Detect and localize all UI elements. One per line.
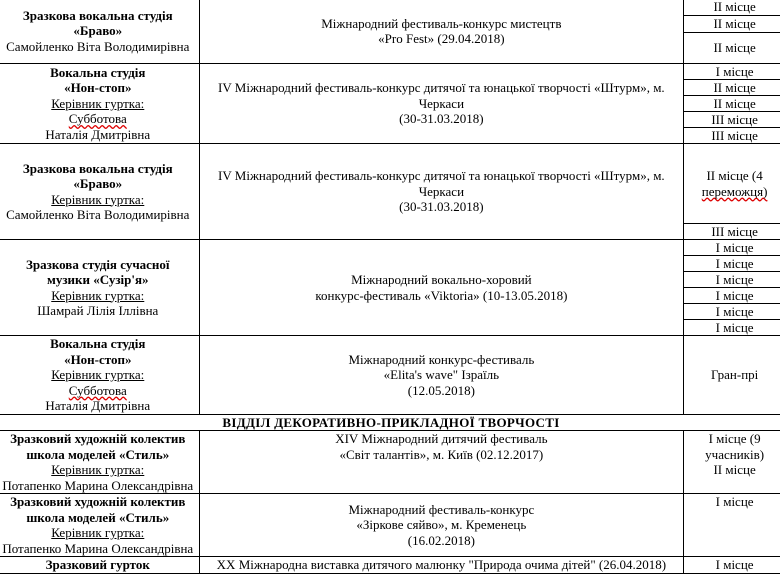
event-cell <box>199 494 684 557</box>
place-item: ІІІ місце <box>711 224 758 239</box>
event-text: (12.05.2018) <box>407 382 475 398</box>
table-row <box>0 557 780 574</box>
place-item: ІІ місце <box>684 0 780 16</box>
event-text: Міжнародний фестиваль-конкурс мистецтв <box>321 15 562 31</box>
place-item: ІІ місце <box>713 40 756 55</box>
group-name: школа моделей «Стиль» <box>26 446 170 462</box>
place-item: І місце (9 <box>708 431 761 446</box>
group-name: Зразкова вокальна студія <box>22 7 173 23</box>
place-item: І місце <box>715 320 754 335</box>
place-item: І місце <box>715 494 754 509</box>
table-row <box>0 0 780 64</box>
group-cell <box>0 240 199 336</box>
place-item: Гран-прі <box>710 367 759 382</box>
place-item: ІІ місце <box>684 80 780 96</box>
place-text: ІІ місце (4 <box>706 168 763 183</box>
place-item: ІІ місце <box>684 16 780 33</box>
places-cell <box>684 0 780 64</box>
place-item: І місце <box>684 272 780 288</box>
group-name: Зразковий художній колектив <box>10 431 186 446</box>
group-name: музики «Сузір'я» <box>46 272 149 287</box>
event-text: (30-31.03.2018) <box>399 111 484 127</box>
leader-label: Керівник гуртка: <box>51 95 145 111</box>
table-row <box>0 431 780 494</box>
place-text: переможця) <box>701 183 768 199</box>
event-text: IV Міжнародний фестиваль-конкурс дитячої та юнацької творчості «Штурм», м. <box>218 80 665 96</box>
place-item: ІІ місце <box>684 96 780 112</box>
event-cell <box>199 431 684 494</box>
group-cell <box>0 494 199 557</box>
place-item: І місце <box>684 304 780 320</box>
leader-name: Самойленко Віта Володимирівна <box>6 38 190 54</box>
event-cell <box>199 240 684 336</box>
leader-name: Субботова <box>68 111 127 127</box>
group-name: «Нон-стоп» <box>64 351 132 367</box>
place-item: І місце <box>684 256 780 272</box>
table-row <box>0 240 780 336</box>
group-name: «Браво» <box>73 176 123 191</box>
leader-name: Потапенко Марина Олександрівна <box>2 477 194 493</box>
place-item: ІІ місце <box>713 462 756 477</box>
group-name: Вокальна студія <box>50 64 146 80</box>
leader-label: Керівник гуртка: <box>51 191 145 207</box>
group-cell <box>0 557 199 574</box>
event-text: Міжнародний конкурс-фестиваль <box>348 351 535 367</box>
place-item: І місце <box>684 288 780 304</box>
table-row <box>0 494 780 557</box>
places-cell <box>684 431 780 494</box>
event-text: «Світ талантів», м. Київ (02.12.2017) <box>339 446 544 462</box>
group-cell <box>0 64 199 144</box>
places-cell <box>684 336 780 415</box>
place-item: ІІІ місце <box>711 128 758 143</box>
places-cell <box>684 494 780 557</box>
event-text: IV Міжнародний фестиваль-конкурс дитячої та юнацької творчості «Штурм», м. <box>218 168 665 184</box>
places-cell <box>684 144 780 240</box>
group-cell <box>0 336 199 415</box>
event-text: конкурс-фестиваль «Viktoria» (10-13.05.2018) <box>315 287 568 303</box>
event-cell <box>199 64 684 144</box>
event-cell <box>199 0 684 64</box>
event-text: «Pro Fest» (29.04.2018) <box>378 31 505 46</box>
event-text: «Зіркове сяйво», м. Кременець <box>356 517 527 533</box>
event-text: Черкаси <box>418 183 465 199</box>
event-text: XX Міжнародна виставка дитячого малюнку "Природа очима дітей" (26.04.2018) <box>216 557 667 572</box>
leader-label: Керівник гуртка: <box>51 367 145 382</box>
event-text: Міжнародний фестиваль-конкурс <box>348 501 535 517</box>
leader-label: Керівник гуртка: <box>51 462 145 477</box>
leader-label: Керівник гуртка: <box>51 525 145 540</box>
event-text: XIV Міжнародний дитячий фестиваль <box>335 431 548 446</box>
table-row <box>0 336 780 415</box>
leader-name: Субботова <box>68 382 127 398</box>
group-name: «Нон-стоп» <box>64 80 132 96</box>
place-item: І місце <box>715 557 754 572</box>
table-row <box>0 64 780 144</box>
leader-name: Потапенко Марина Олександрівна <box>2 540 194 556</box>
event-cell <box>199 144 684 240</box>
group-name: Зразкова вокальна студія <box>22 160 173 176</box>
group-cell <box>0 431 199 494</box>
group-cell <box>0 144 199 240</box>
event-cell <box>199 557 684 574</box>
group-cell <box>0 0 199 64</box>
event-text: «Elita's wave" Ізраїль <box>383 367 500 382</box>
leader-name: Наталія Дмитрівна <box>45 126 151 142</box>
group-name: Вокальна студія <box>50 336 146 351</box>
table-row <box>0 144 780 240</box>
section-title: ВІДДІЛ ДЕКОРАТИВНО-ПРИКЛАДНОЇ ТВОРЧОСТІ <box>0 414 780 431</box>
event-text: Черкаси <box>418 95 465 111</box>
place-item: І місце <box>684 64 780 80</box>
group-name: Зразковий художній колектив <box>10 494 186 509</box>
event-text: Міжнародний вокально-хоровий <box>351 272 532 287</box>
event-text: (30-31.03.2018) <box>399 199 484 215</box>
group-name: Зразкова студія сучасної <box>26 256 170 272</box>
place-item: учасників) <box>705 446 765 462</box>
leader-name: Самойленко Віта Володимирівна <box>6 207 190 222</box>
section-header-row <box>0 414 780 431</box>
place-item <box>684 144 780 224</box>
places-cell <box>684 557 780 574</box>
group-name: Зразковий гурток <box>45 557 150 572</box>
leader-label: Керівник гуртка: <box>51 287 145 303</box>
leader-name: Наталія Дмитрівна <box>45 398 151 413</box>
group-name: школа моделей «Стиль» <box>26 509 170 525</box>
places-cell <box>684 240 780 336</box>
event-cell <box>199 336 684 415</box>
place-item: І місце <box>684 240 780 256</box>
event-text: (16.02.2018) <box>407 532 475 548</box>
place-item: ІІІ місце <box>684 112 780 128</box>
leader-name: Шамрай Лілія Іллівна <box>37 303 159 318</box>
places-cell <box>684 64 780 144</box>
group-name: «Браво» <box>73 23 123 39</box>
